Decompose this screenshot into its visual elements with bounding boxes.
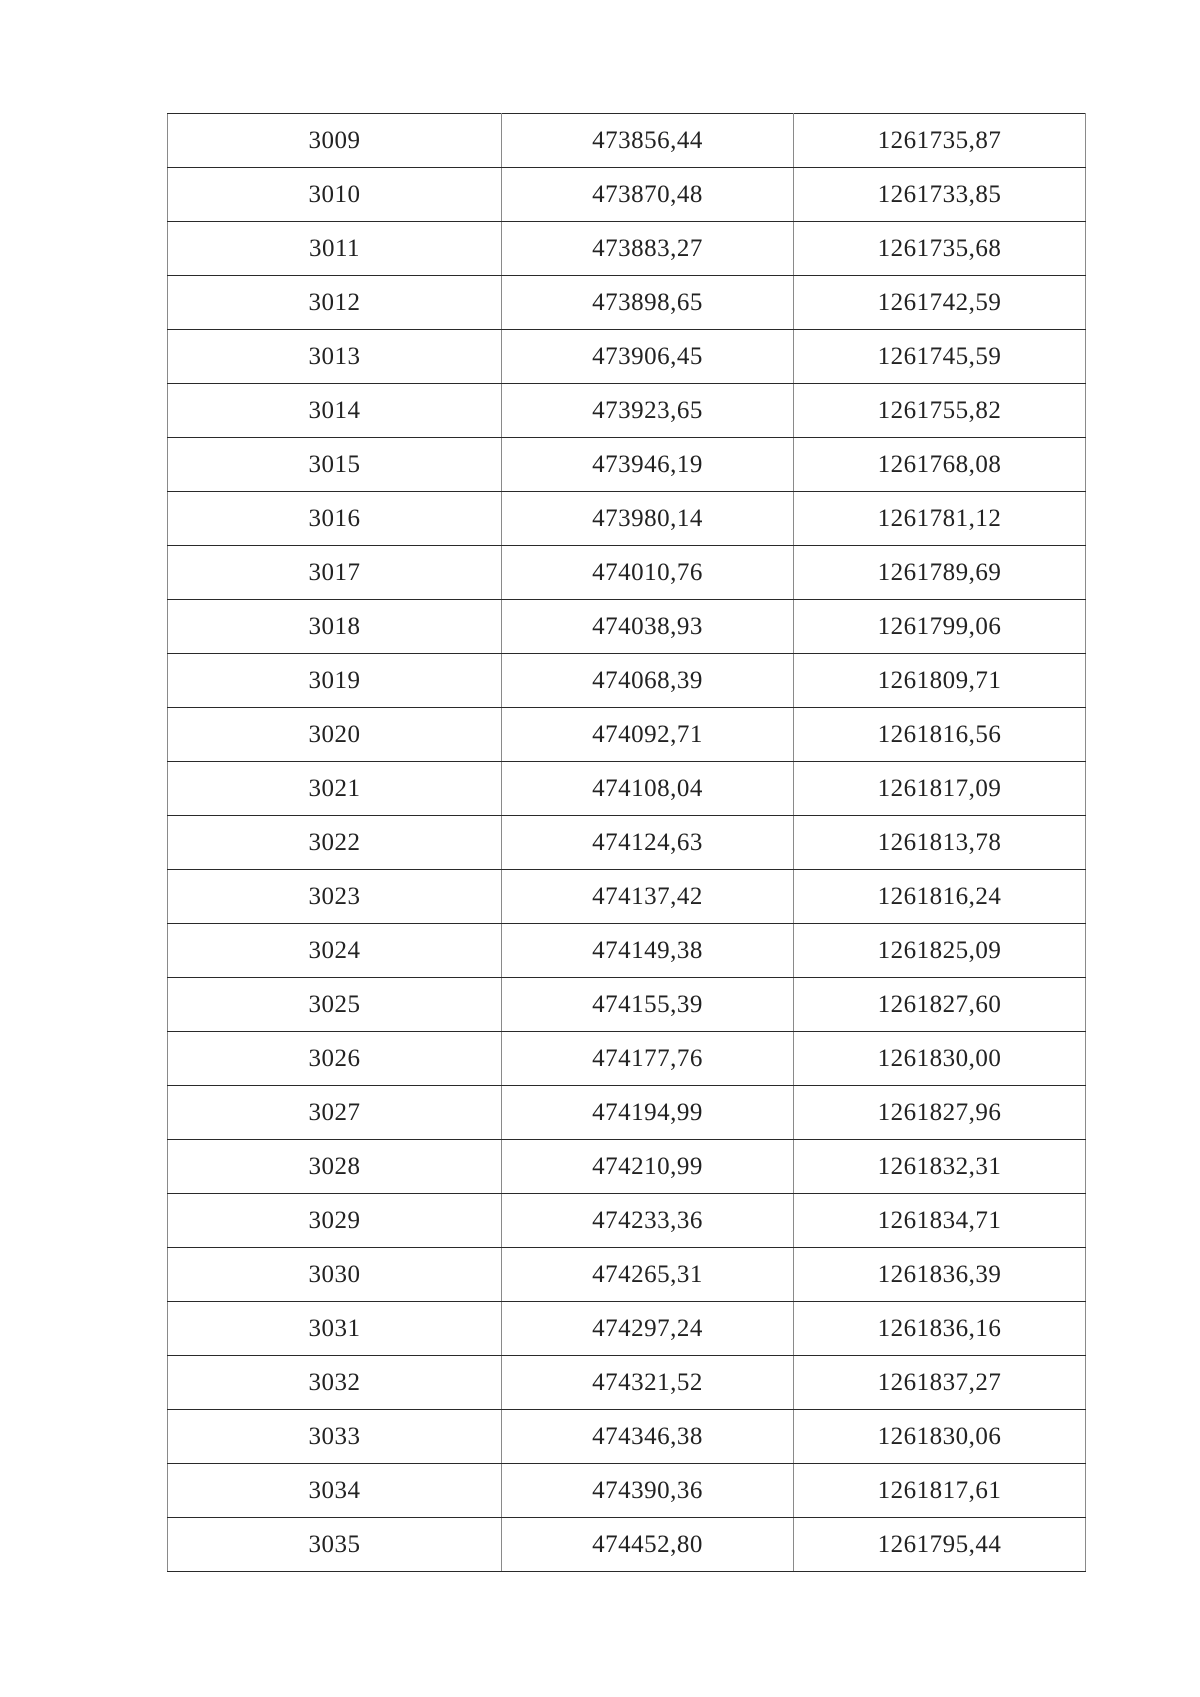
table-row: [168, 276, 1086, 330]
x-coordinate-cell: 473923,65: [502, 384, 794, 438]
y-coordinate-cell: 1261813,78: [794, 816, 1086, 870]
y-coordinate-cell: 1261816,24: [794, 870, 1086, 924]
y-coordinate-cell: 1261836,39: [794, 1248, 1086, 1302]
point-number-cell: 3024: [168, 924, 502, 978]
table-row: [168, 1194, 1086, 1248]
y-coordinate-cell: 1261781,12: [794, 492, 1086, 546]
table-row: [168, 816, 1086, 870]
point-number-cell: 3016: [168, 492, 502, 546]
y-coordinate-cell: 1261827,96: [794, 1086, 1086, 1140]
x-coordinate-cell: 474265,31: [502, 1248, 794, 1302]
table-row: [168, 924, 1086, 978]
y-coordinate-cell: 1261755,82: [794, 384, 1086, 438]
y-coordinate-cell: 1261735,87: [794, 114, 1086, 168]
x-coordinate-cell: 474346,38: [502, 1410, 794, 1464]
x-coordinate-cell: 473946,19: [502, 438, 794, 492]
point-number-cell: 3018: [168, 600, 502, 654]
table-row: [168, 708, 1086, 762]
table-row: [168, 1518, 1086, 1572]
x-coordinate-cell: 473870,48: [502, 168, 794, 222]
coordinates-table: [167, 113, 1086, 1572]
table-row: [168, 1464, 1086, 1518]
y-coordinate-cell: 1261789,69: [794, 546, 1086, 600]
table-row: [168, 114, 1086, 168]
x-coordinate-cell: 474155,39: [502, 978, 794, 1032]
x-coordinate-cell: 474149,38: [502, 924, 794, 978]
x-coordinate-cell: 474124,63: [502, 816, 794, 870]
y-coordinate-cell: 1261836,16: [794, 1302, 1086, 1356]
point-number-cell: 3012: [168, 276, 502, 330]
y-coordinate-cell: 1261825,09: [794, 924, 1086, 978]
table-row: [168, 1140, 1086, 1194]
point-number-cell: 3011: [168, 222, 502, 276]
point-number-cell: 3034: [168, 1464, 502, 1518]
x-coordinate-cell: 474194,99: [502, 1086, 794, 1140]
point-number-cell: 3032: [168, 1356, 502, 1410]
table-row: [168, 1086, 1086, 1140]
point-number-cell: 3023: [168, 870, 502, 924]
x-coordinate-cell: 474177,76: [502, 1032, 794, 1086]
table-row: [168, 1356, 1086, 1410]
x-coordinate-cell: 474390,36: [502, 1464, 794, 1518]
y-coordinate-cell: 1261745,59: [794, 330, 1086, 384]
y-coordinate-cell: 1261817,61: [794, 1464, 1086, 1518]
y-coordinate-cell: 1261799,06: [794, 600, 1086, 654]
x-coordinate-cell: 474452,80: [502, 1518, 794, 1572]
table-row: [168, 384, 1086, 438]
table-row: [168, 1410, 1086, 1464]
x-coordinate-cell: 474233,36: [502, 1194, 794, 1248]
x-coordinate-cell: 474010,76: [502, 546, 794, 600]
point-number-cell: 3026: [168, 1032, 502, 1086]
x-coordinate-cell: 474297,24: [502, 1302, 794, 1356]
table-row: [168, 654, 1086, 708]
y-coordinate-cell: 1261816,56: [794, 708, 1086, 762]
y-coordinate-cell: 1261768,08: [794, 438, 1086, 492]
point-number-cell: 3035: [168, 1518, 502, 1572]
y-coordinate-cell: 1261837,27: [794, 1356, 1086, 1410]
point-number-cell: 3014: [168, 384, 502, 438]
table-row: [168, 870, 1086, 924]
table-row: [168, 1032, 1086, 1086]
table-row: [168, 546, 1086, 600]
y-coordinate-cell: 1261830,06: [794, 1410, 1086, 1464]
point-number-cell: 3031: [168, 1302, 502, 1356]
y-coordinate-cell: 1261735,68: [794, 222, 1086, 276]
x-coordinate-cell: 474068,39: [502, 654, 794, 708]
x-coordinate-cell: 473898,65: [502, 276, 794, 330]
point-number-cell: 3033: [168, 1410, 502, 1464]
point-number-cell: 3028: [168, 1140, 502, 1194]
point-number-cell: 3015: [168, 438, 502, 492]
x-coordinate-cell: 473883,27: [502, 222, 794, 276]
y-coordinate-cell: 1261742,59: [794, 276, 1086, 330]
y-coordinate-cell: 1261830,00: [794, 1032, 1086, 1086]
x-coordinate-cell: 473980,14: [502, 492, 794, 546]
point-number-cell: 3025: [168, 978, 502, 1032]
point-number-cell: 3027: [168, 1086, 502, 1140]
coordinates-table-body: [168, 114, 1086, 1572]
point-number-cell: 3022: [168, 816, 502, 870]
table-row: [168, 978, 1086, 1032]
point-number-cell: 3030: [168, 1248, 502, 1302]
point-number-cell: 3020: [168, 708, 502, 762]
table-row: [168, 1248, 1086, 1302]
point-number-cell: 3021: [168, 762, 502, 816]
y-coordinate-cell: 1261832,31: [794, 1140, 1086, 1194]
x-coordinate-cell: 474092,71: [502, 708, 794, 762]
table-row: [168, 600, 1086, 654]
x-coordinate-cell: 474108,04: [502, 762, 794, 816]
table-row: [168, 222, 1086, 276]
x-coordinate-cell: 473906,45: [502, 330, 794, 384]
x-coordinate-cell: 474137,42: [502, 870, 794, 924]
point-number-cell: 3019: [168, 654, 502, 708]
y-coordinate-cell: 1261834,71: [794, 1194, 1086, 1248]
y-coordinate-cell: 1261809,71: [794, 654, 1086, 708]
table-row: [168, 492, 1086, 546]
y-coordinate-cell: 1261795,44: [794, 1518, 1086, 1572]
table-row: [168, 168, 1086, 222]
x-coordinate-cell: 474210,99: [502, 1140, 794, 1194]
x-coordinate-cell: 474038,93: [502, 600, 794, 654]
point-number-cell: 3017: [168, 546, 502, 600]
point-number-cell: 3009: [168, 114, 502, 168]
y-coordinate-cell: 1261817,09: [794, 762, 1086, 816]
y-coordinate-cell: 1261733,85: [794, 168, 1086, 222]
x-coordinate-cell: 474321,52: [502, 1356, 794, 1410]
table-row: [168, 330, 1086, 384]
point-number-cell: 3013: [168, 330, 502, 384]
y-coordinate-cell: 1261827,60: [794, 978, 1086, 1032]
point-number-cell: 3029: [168, 1194, 502, 1248]
table-row: [168, 438, 1086, 492]
point-number-cell: 3010: [168, 168, 502, 222]
x-coordinate-cell: 473856,44: [502, 114, 794, 168]
table-row: [168, 1302, 1086, 1356]
table-row: [168, 762, 1086, 816]
